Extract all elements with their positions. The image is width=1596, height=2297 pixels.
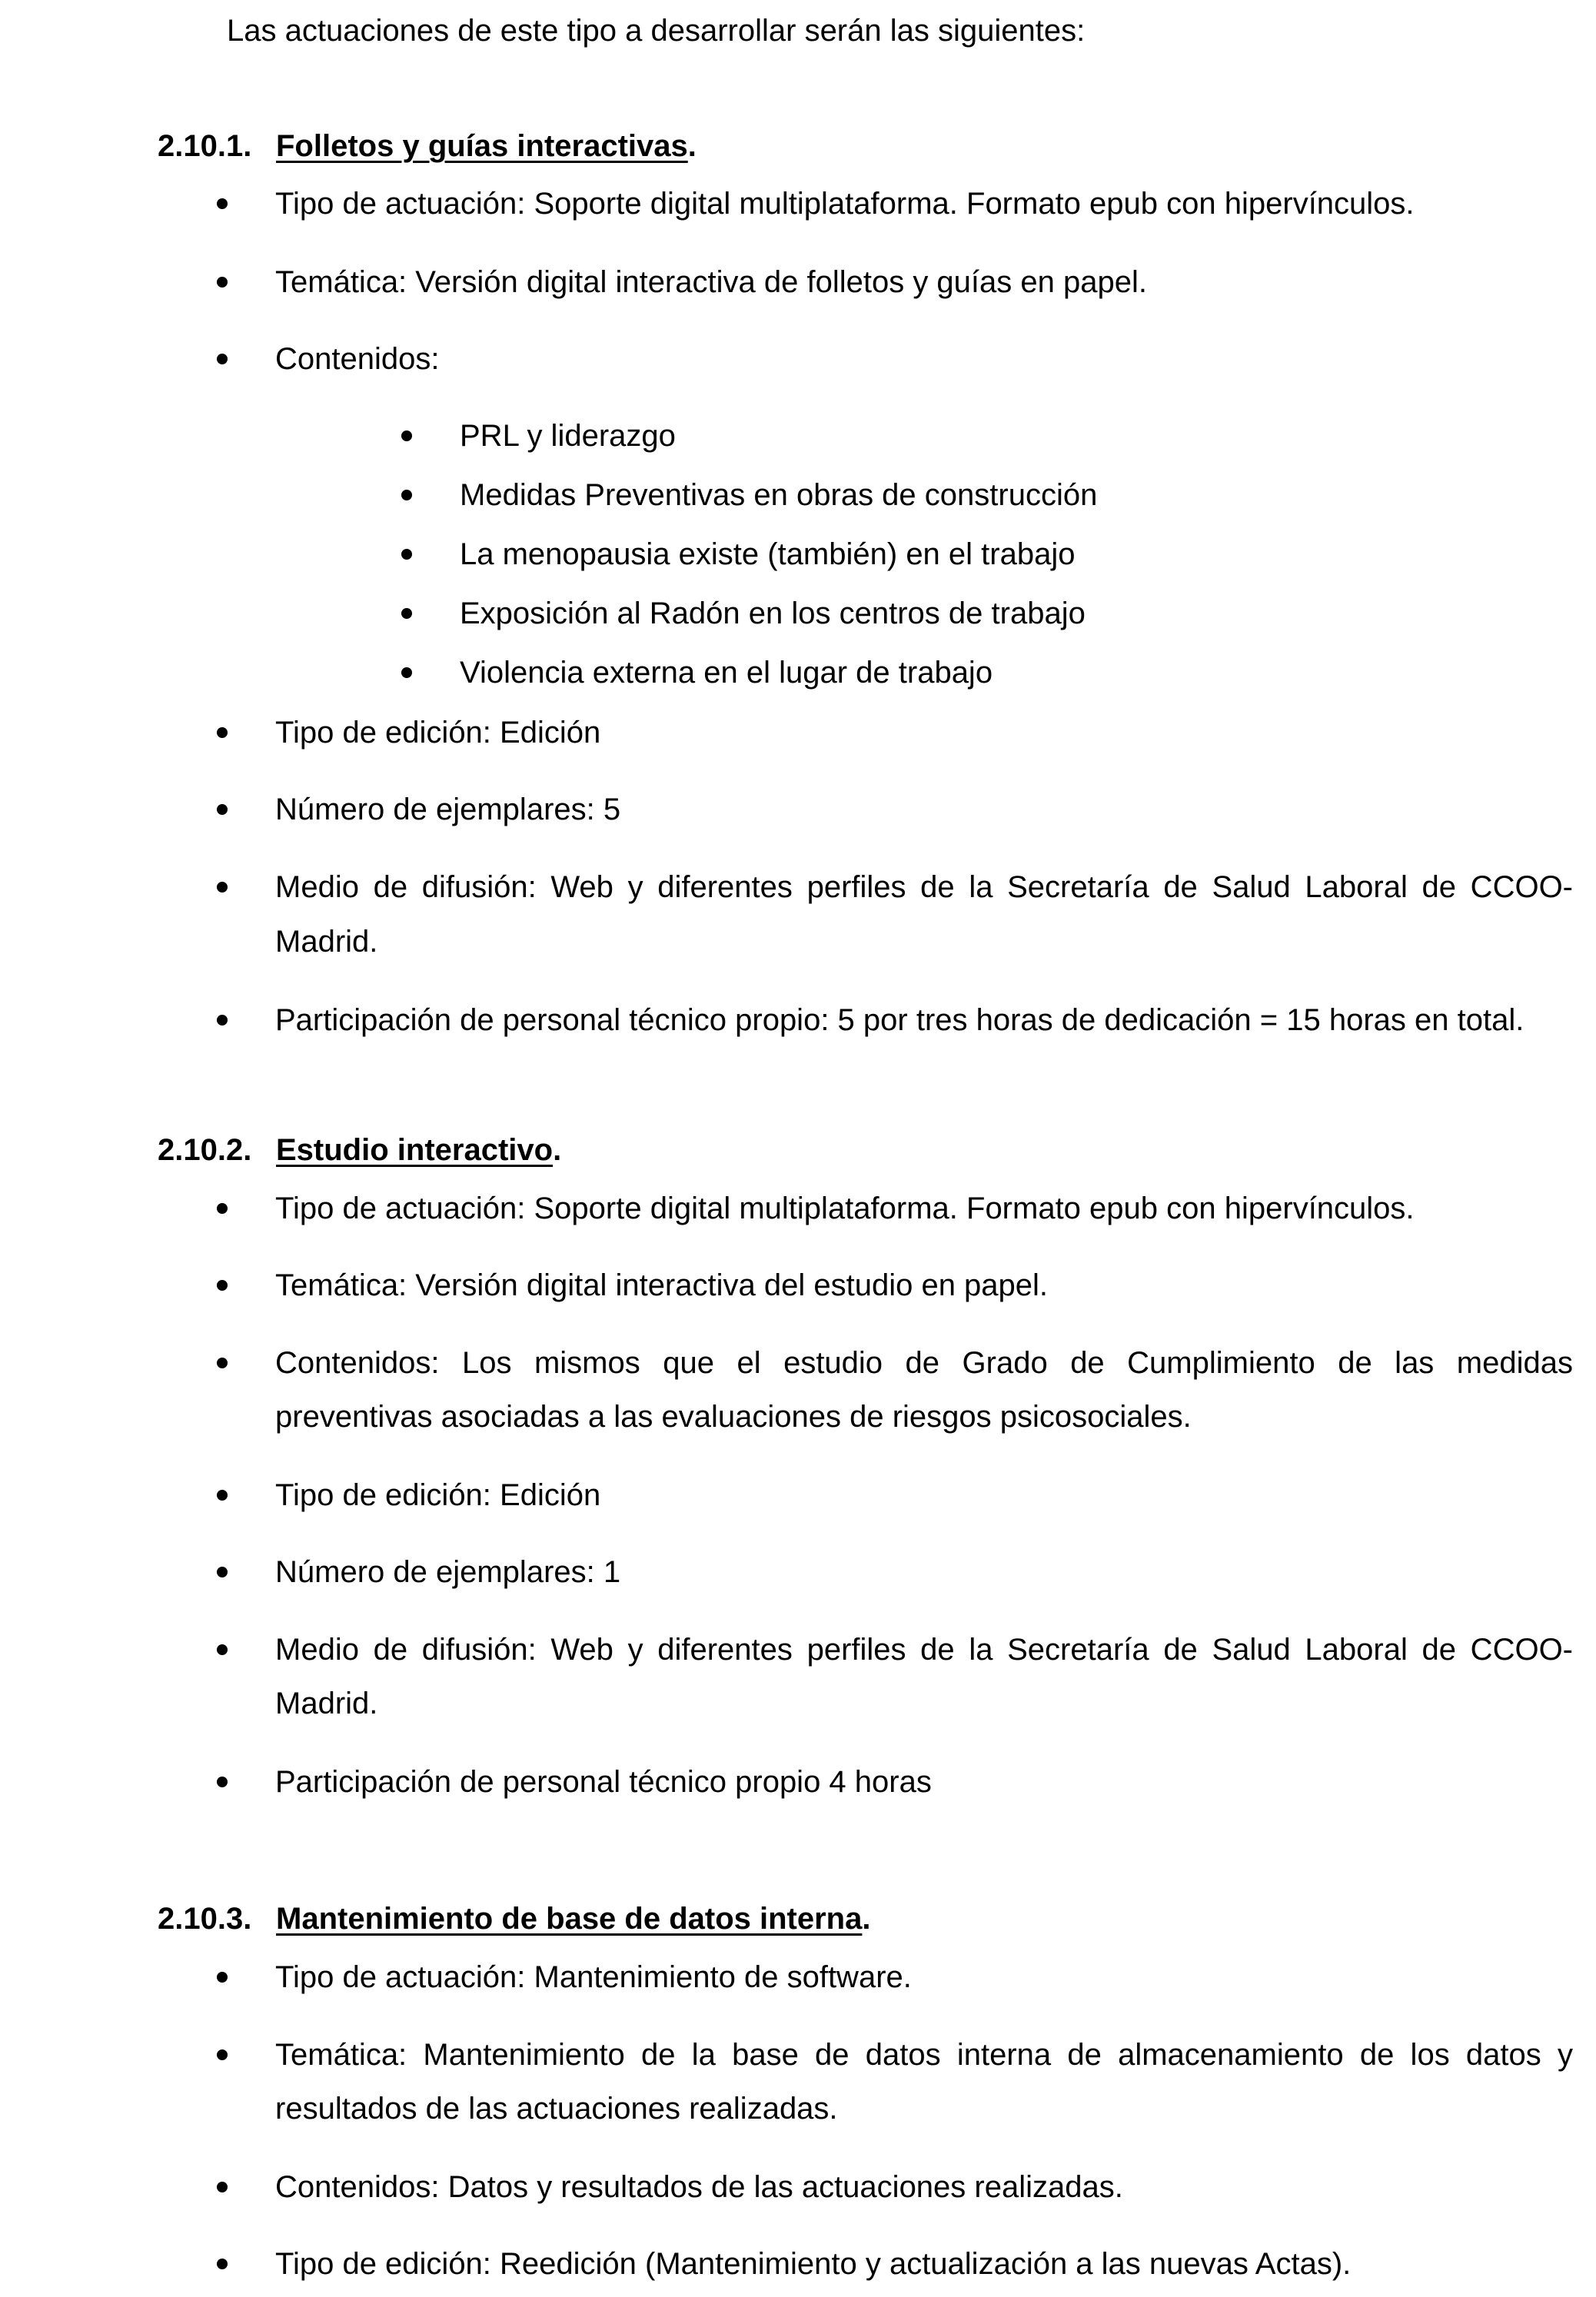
section-heading-2-10-2: [158, 1132, 561, 1168]
list-item-continuation: preventivas asociadas a las evaluaciones de riesgos psicosociales.: [275, 1400, 1192, 1434]
bullet-icon: [217, 1567, 228, 1577]
section-number: 2.10.1.: [158, 129, 252, 163]
sub-list-item: Medidas Preventivas en obras de construcción: [460, 478, 1098, 512]
bullet-icon: [217, 727, 228, 738]
list-item-continuation: resultados de las actuaciones realizadas.: [275, 2092, 838, 2126]
list-item: Tipo de actuación: Soporte digital multiplataforma. Formato epub con hipervínculos.: [275, 1192, 1415, 1225]
list-item: Temática: Versión digital interactiva del estudio en papel.: [275, 1268, 1049, 1302]
list-item: Tipo de actuación: Soporte digital multiplataforma. Formato epub con hipervínculos.: [275, 187, 1415, 221]
bullet-icon: [401, 549, 412, 560]
bullet-icon: [217, 1490, 228, 1501]
bullet-icon: [217, 1972, 228, 1983]
section-title-suffix: .: [862, 1902, 871, 1936]
bullet-icon: [217, 1358, 228, 1368]
list-item: Tipo de edición: Edición: [275, 1478, 601, 1512]
bullet-icon: [217, 1644, 228, 1655]
sub-list-item: PRL y liderazgo: [460, 419, 676, 453]
bullet-icon: [401, 667, 412, 678]
section-heading-2-10-1: [158, 128, 697, 165]
section-number: 2.10.3.: [158, 1902, 252, 1936]
sub-list-item: Exposición al Radón en los centros de trabajo: [460, 597, 1086, 630]
section-heading-2-10-3: [158, 1900, 871, 1937]
section-title-suffix: .: [687, 129, 697, 163]
list-item-continuation: Madrid.: [275, 1687, 378, 1720]
bullet-icon: [217, 1777, 228, 1787]
list-item-line: Medio de difusión: Web y diferentes perfiles de la Secretaría de Salud Laboral de CCOO-: [275, 1633, 1573, 1667]
list-item: Número de ejemplares: 5: [275, 793, 621, 826]
list-item-line: Medio de difusión: Web y diferentes perfiles de la Secretaría de Salud Laboral de CCOO-: [275, 870, 1573, 904]
section-number: 2.10.2.: [158, 1133, 252, 1167]
list-item: Contenidos: Datos y resultados de las actuaciones realizadas.: [275, 2170, 1123, 2204]
bullet-icon: [217, 198, 228, 209]
list-item: Participación de personal técnico propio: 5 por tres horas de dedicación = 15 horas en total.: [275, 1003, 1525, 1037]
list-item-line: Temática: Mantenimiento de la base de datos interna de almacenamiento de los datos y: [275, 2038, 1573, 2072]
list-item-line: Contenidos: Los mismos que el estudio de Grado de Cumplimiento de las medidas: [275, 1346, 1573, 1380]
bullet-icon: [217, 882, 228, 893]
bullet-icon: [217, 804, 228, 815]
bullet-icon: [217, 1203, 228, 1214]
list-item-continuation: Madrid.: [275, 925, 378, 959]
bullet-icon: [401, 608, 412, 619]
bullet-icon: [217, 354, 228, 364]
list-item: Número de ejemplares: 1: [275, 1555, 621, 1589]
list-item: Tipo de actuación: Mantenimiento de software.: [275, 1960, 912, 1994]
list-item: Participación de personal técnico propio 4 horas: [275, 1765, 932, 1799]
bullet-icon: [217, 2049, 228, 2060]
sub-list-item: Violencia externa en el lugar de trabajo: [460, 656, 993, 690]
bullet-icon: [401, 490, 412, 500]
list-item: Temática: Versión digital interactiva de folletos y guías en papel.: [275, 265, 1147, 299]
section-title: Estudio interactivo: [276, 1133, 554, 1167]
bullet-icon: [217, 1280, 228, 1291]
section-title-suffix: .: [553, 1133, 562, 1167]
bullet-icon: [217, 1015, 228, 1026]
list-item: Contenidos:: [275, 342, 440, 376]
bullet-icon: [401, 430, 412, 441]
section-title: Folletos y guías interactivas: [276, 129, 688, 163]
bullet-icon: [217, 2259, 228, 2269]
sub-list-item: La menopausia existe (también) en el trabajo: [460, 537, 1076, 571]
list-item: Tipo de edición: Edición: [275, 716, 601, 750]
section-title: Mantenimiento de base de datos interna: [276, 1902, 863, 1936]
list-item: Tipo de edición: Reedición (Mantenimiento y actualización a las nuevas Actas).: [275, 2247, 1352, 2281]
bullet-icon: [217, 277, 228, 288]
bullet-icon: [217, 2182, 228, 2192]
intro-text: Las actuaciones de este tipo a desarrollar serán las siguientes:: [227, 14, 1086, 48]
